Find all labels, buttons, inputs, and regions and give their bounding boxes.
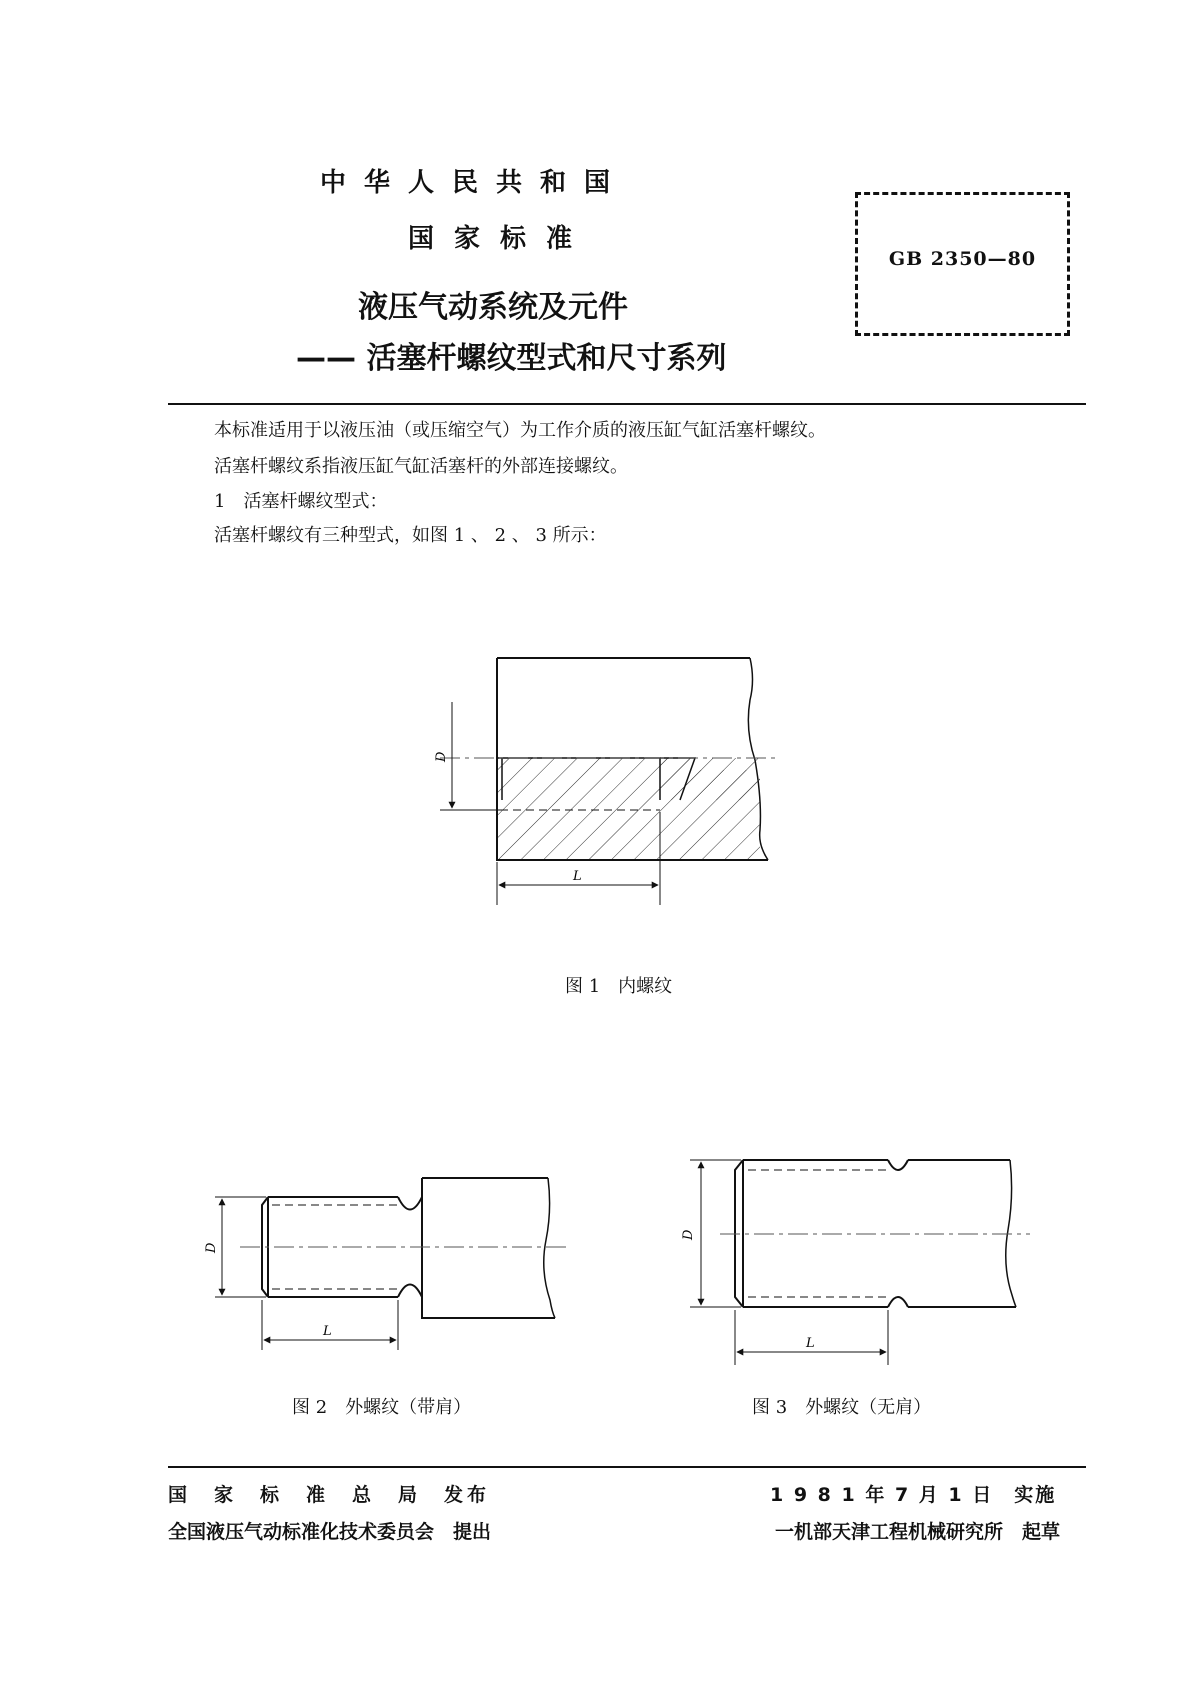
footer-divider	[168, 1466, 1086, 1468]
figure-3-dim-d: D	[681, 1229, 696, 1240]
footer-proposer: 全国液压气动标准化技术委员会 提出	[168, 1521, 492, 1543]
figure-1-dim-d: D	[434, 751, 449, 762]
title-line-1: 液压气动系统及元件	[358, 290, 628, 325]
header-country: 中华人民共和国	[320, 168, 629, 198]
standard-code: GB 2350—80	[888, 248, 1037, 270]
figure-1-internal-thread	[434, 658, 775, 905]
footer-date: 1 9 8 1 年 7 月 1 日 实施	[770, 1484, 1057, 1506]
header-standard-type: 国家标准	[408, 224, 593, 254]
figure-3-dim-l: L	[806, 1336, 815, 1351]
figure-3-external-thread-no-shoulder	[681, 1160, 1030, 1365]
footer-issuer: 国 家 标 准 总 局 发布	[168, 1484, 491, 1506]
figure-2-dim-l: L	[323, 1324, 332, 1339]
figure-2-dim-d: D	[204, 1242, 219, 1253]
paragraph-definition: 活塞杆螺纹系指液压缸气缸活塞杆的外部连接螺纹。	[214, 456, 628, 477]
footer-drafter: 一机部天津工程机械研究所 起草	[775, 1521, 1061, 1543]
paragraph-scope: 本标准适用于以液压油（或压缩空气）为工作介质的液压缸气缸活塞杆螺纹。	[214, 420, 826, 441]
paragraph-types: 活塞杆螺纹有三种型式，如图 1 、 2 、 3 所示：	[214, 525, 607, 546]
title-line-2: —— 活塞杆螺纹型式和尺寸系列	[296, 341, 727, 376]
figure-1-dim-l: L	[573, 869, 582, 884]
figure-1-caption: 图 1 内螺纹	[565, 976, 673, 997]
section-heading-1: 1 活塞杆螺纹型式：	[214, 491, 388, 512]
figure-3-caption: 图 3 外螺纹（无肩）	[752, 1397, 932, 1418]
figure-2-external-thread-shoulder	[204, 1178, 570, 1350]
figure-2-caption: 图 2 外螺纹（带肩）	[292, 1397, 472, 1418]
